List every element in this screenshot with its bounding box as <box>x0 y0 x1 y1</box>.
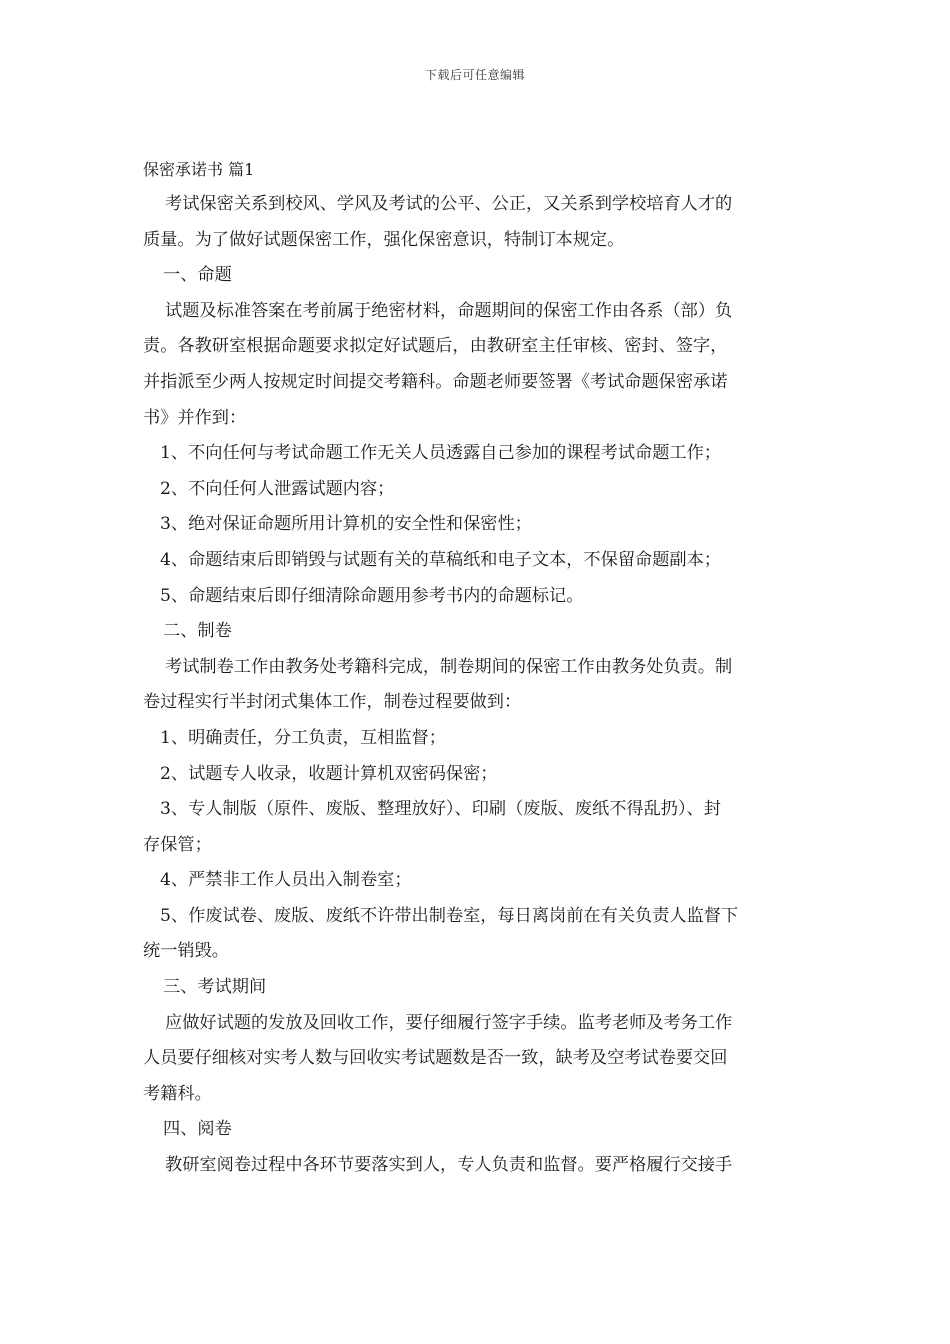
text-line: 二、制卷 <box>163 621 232 642</box>
text-line: 3、绝对保证命题所用计算机的安全性和保密性； <box>160 514 532 535</box>
text-line: 三、考试期间 <box>163 977 267 998</box>
text-line: 统一销毁。 <box>143 941 229 962</box>
text-line: 1、不向任何与考试命题工作无关人员透露自己参加的课程考试命题工作； <box>160 443 721 464</box>
document-body <box>143 157 808 1184</box>
header-note: 下载后可任意编辑 <box>424 68 525 82</box>
text-line: 并指派至少两人按规定时间提交考籍科。命题老师要签署《考试命题保密承诺 <box>143 371 728 392</box>
text-line: 4、严禁非工作人员出入制卷室； <box>160 870 412 891</box>
text-line: 质量。为了做好试题保密工作，强化保密意识，特制订本规定。 <box>143 229 625 250</box>
text-line: 四、阅卷 <box>163 1119 232 1140</box>
document-title: 保密承诺书 篇1 <box>143 160 255 179</box>
paragraph-lines <box>143 187 808 1184</box>
text-line: 存保管； <box>143 834 212 855</box>
text-line: 一、命题 <box>163 265 232 286</box>
text-line: 考试保密关系到校风、学风及考试的公平、公正，又关系到学校培育人才的 <box>165 194 733 214</box>
text-line: 5、作废试卷、废版、废纸不许带出制卷室，每日离岗前在有关负责人监督下 <box>160 905 739 926</box>
text-line: 考试制卷工作由教务处考籍科完成，制卷期间的保密工作由教务处负责。制 <box>165 656 733 677</box>
text-line: 考籍科。 <box>143 1083 212 1104</box>
text-line: 教研室阅卷过程中各环节要落实到人，专人负责和监督。要严格履行交接手 <box>165 1155 733 1176</box>
text-line: 试题及标准答案在考前属于绝密材料，命题期间的保密工作由各系（部）负 <box>165 300 733 321</box>
text-line: 应做好试题的发放及回收工作，要仔细履行签字手续。监考老师及考务工作 <box>165 1012 733 1033</box>
text-line: 1、明确责任，分工负责，互相监督； <box>160 727 446 748</box>
text-line: 责。各教研室根据命题要求拟定好试题后，由教研室主任审核、密封、签字， <box>143 336 728 357</box>
text-line: 5、命题结束后即仔细清除命题用参考书内的命题标记。 <box>160 585 584 606</box>
text-line: 人员要仔细核对实考人数与回收实考试题数是否一致，缺考及空考试卷要交回 <box>143 1048 728 1069</box>
text-line: 2、试题专人收录，收题计算机双密码保密； <box>160 763 498 784</box>
text-line: 卷过程实行半封闭式集体工作，制卷过程要做到： <box>143 692 522 713</box>
text-line: 2、不向任何人泄露试题内容； <box>160 478 395 499</box>
text-line: 4、命题结束后即销毁与试题有关的草稿纸和电子文本，不保留命题副本； <box>160 549 721 570</box>
text-line: 书》并作到： <box>143 407 247 428</box>
text-line: 3、专人制版（原件、废版、整理放好）、印刷（废版、废纸不得乱扔）、封 <box>160 799 721 820</box>
